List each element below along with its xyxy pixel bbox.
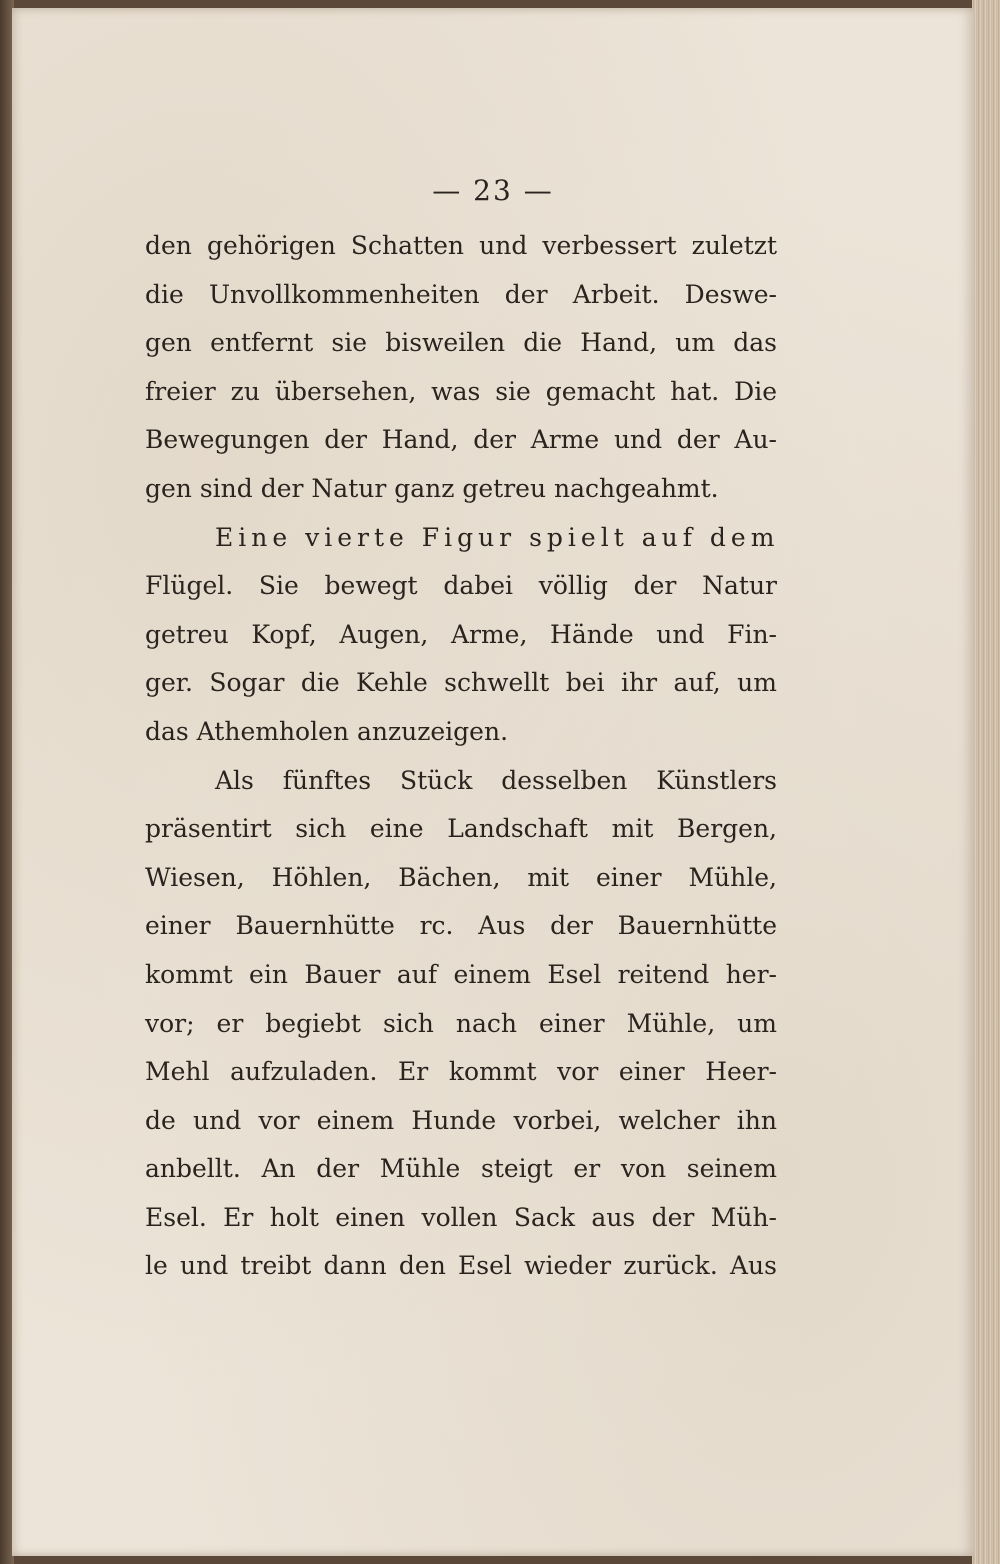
text-line: gen entfernt sie bisweilen die Hand, um das xyxy=(145,328,777,358)
text-line: den gehörigen Schatten und verbessert zuletzt xyxy=(145,231,777,260)
text-line: Esel. Er holt einen vollen Sack aus der Müh- xyxy=(145,1202,777,1232)
text-line: ger. Sogar die Kehle schwellt bei ihr auf, um xyxy=(145,668,777,698)
text-line: einer Bauernhütte rc. Aus der Bauernhütte xyxy=(145,911,777,941)
text-line: vor; er begiebt sich nach einer Mühle, um xyxy=(145,1008,777,1038)
text-line: Bewegungen der Hand, der Arme und der Au- xyxy=(145,425,777,455)
text-line: le und treibt dann den Esel wieder zurück. Aus xyxy=(145,1251,777,1281)
text-line: getreu Kopf, Augen, Arme, Hände und Fin- xyxy=(145,619,777,649)
text-line: kommt ein Bauer auf einem Esel reitend her- xyxy=(145,959,777,989)
text-line: de und vor einem Hunde vorbei, welcher ihn xyxy=(145,1105,777,1135)
paragraph-start-line: Als fünftes Stück desselben Künstlers xyxy=(215,765,777,795)
text-line: das Athemholen anzuzeigen. xyxy=(145,716,509,746)
text-line: die Unvollkommenheiten der Arbeit. Deswe- xyxy=(145,279,777,309)
paragraph-start-line: Eine vierte Figur spielt auf dem xyxy=(215,522,780,552)
text-line: anbellt. An der Mühle steigt er von seinem xyxy=(145,1154,777,1184)
text-line: Wiesen, Höhlen, Bächen, mit einer Mühle, xyxy=(145,862,777,892)
body-text xyxy=(145,222,780,1291)
text-line: freier zu übersehen, was sie gemacht hat. Die xyxy=(145,376,777,406)
page-stack-edge xyxy=(972,0,1000,1564)
book-page xyxy=(12,8,974,1556)
text-line: gen sind der Natur ganz getreu nachgeahmt. xyxy=(145,473,719,503)
text-line: präsentirt sich eine Landschaft mit Bergen, xyxy=(145,814,777,844)
page-number-header: — 23 — xyxy=(432,174,554,207)
text-line: Flügel. Sie bewegt dabei völlig der Natur xyxy=(145,571,777,601)
text-line: Mehl aufzuladen. Er kommt vor einer Heer- xyxy=(145,1057,777,1087)
